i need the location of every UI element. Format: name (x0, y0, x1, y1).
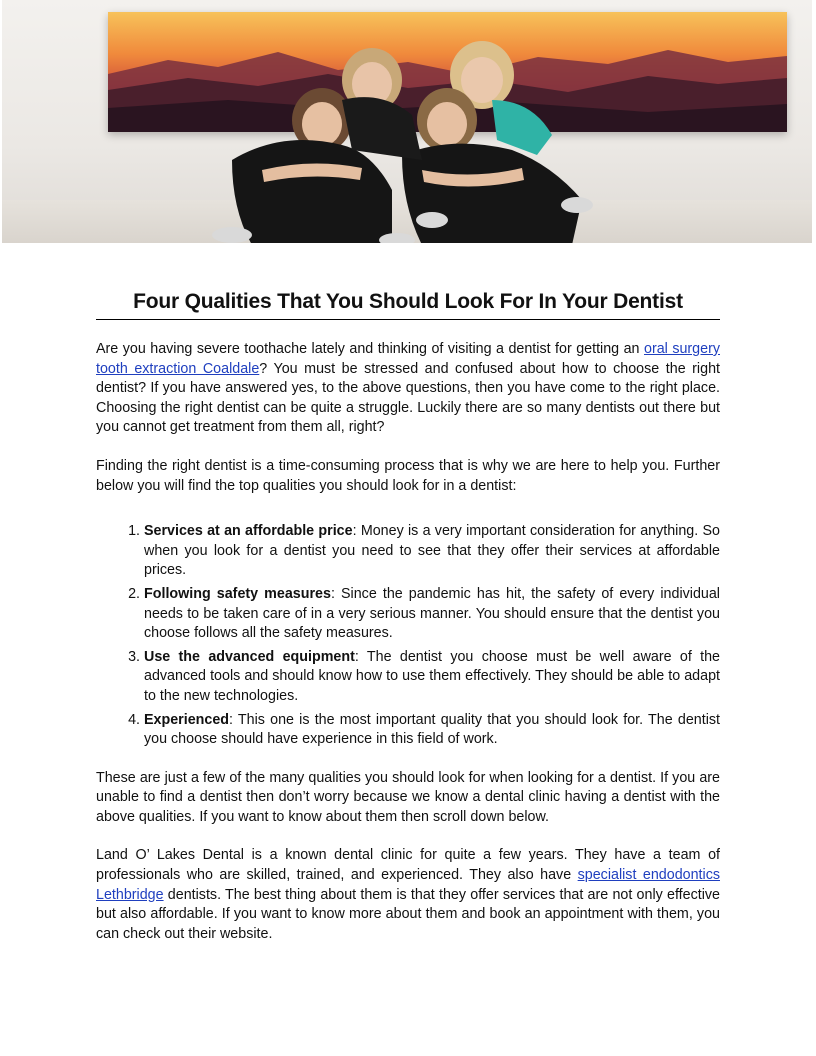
quality-label: Experienced (144, 711, 230, 728)
endodontics-link[interactable]: specialist endodontics Lethbridge (96, 867, 720, 903)
clinic-paragraph (96, 846, 720, 944)
list-item (144, 585, 720, 644)
hero-photo (2, 0, 812, 243)
qualities-list (96, 522, 720, 750)
list-item (144, 522, 720, 581)
intro-paragraph (96, 340, 720, 438)
quality-label: Use the advanced equipment (144, 648, 355, 665)
summary-paragraph: These are just a few of the many qualities you should look for when looking for a dentist. If you are unable to find a dentist then don’t worry because we know a dental clinic having a dentist with the above qualities. If you want to know about them then scroll down below. (96, 769, 720, 825)
oral-surgery-link[interactable]: oral surgery tooth extraction Coaldale (96, 341, 720, 377)
quality-label: Services at an affordable price (144, 523, 353, 540)
finding-paragraph: Finding the right dentist is a time-consuming process that is why we are here to help you. Further below you will find the top qualities you should look for in a dentist: (96, 457, 720, 494)
quality-text: : This one is the most important quality that you should look for. The dentist you choose should have experience in this field of work. (144, 711, 720, 748)
quality-text: : Money is a very important consideration for anything. So when you look for a dentist you need to see that they offer their services at affordable prices. (144, 523, 720, 579)
intro-text-end: ? You must be stressed and confused about how to choose the right dentist? If you have answered yes, to the above questions, then you have come to the right place. Choosing the right dentist can be quite a struggle. Luckily there are so many dentists out there but you cannot get treatment from them all, right? (96, 360, 720, 436)
quality-label: Following safety measures (144, 585, 331, 602)
list-item (144, 648, 720, 707)
article (96, 290, 720, 944)
list-item (144, 711, 720, 750)
quality-text: : Since the pandemic has hit, the safety of every individual needs to be taken care of in a very serious manner. You should ensure that the dentist you choose follows all the safety measures. (144, 585, 720, 642)
quality-text: : The dentist you choose must be well aware of the advanced tools and should know how to use them effectively. They should be able to adapt to the new technologies. (144, 648, 720, 704)
intro-text-start: Are you having severe toothache lately and thinking of visiting a dentist for getting an (96, 341, 644, 357)
clinic-text-start: Land O’ Lakes Dental is a known dental clinic for quite a few years. They have a team of professionals who are skilled, trained, and experienced. They also have (96, 847, 720, 884)
team-group-illustration (192, 40, 612, 243)
clinic-text-end: dentists. The best thing about them is that they offer services that are not only effective but also affordable. If you want to know more about them and book an appointment with them, you can check out their website. (96, 886, 720, 942)
article-title: Four Qualities That You Should Look For In Your Dentist (96, 290, 720, 320)
